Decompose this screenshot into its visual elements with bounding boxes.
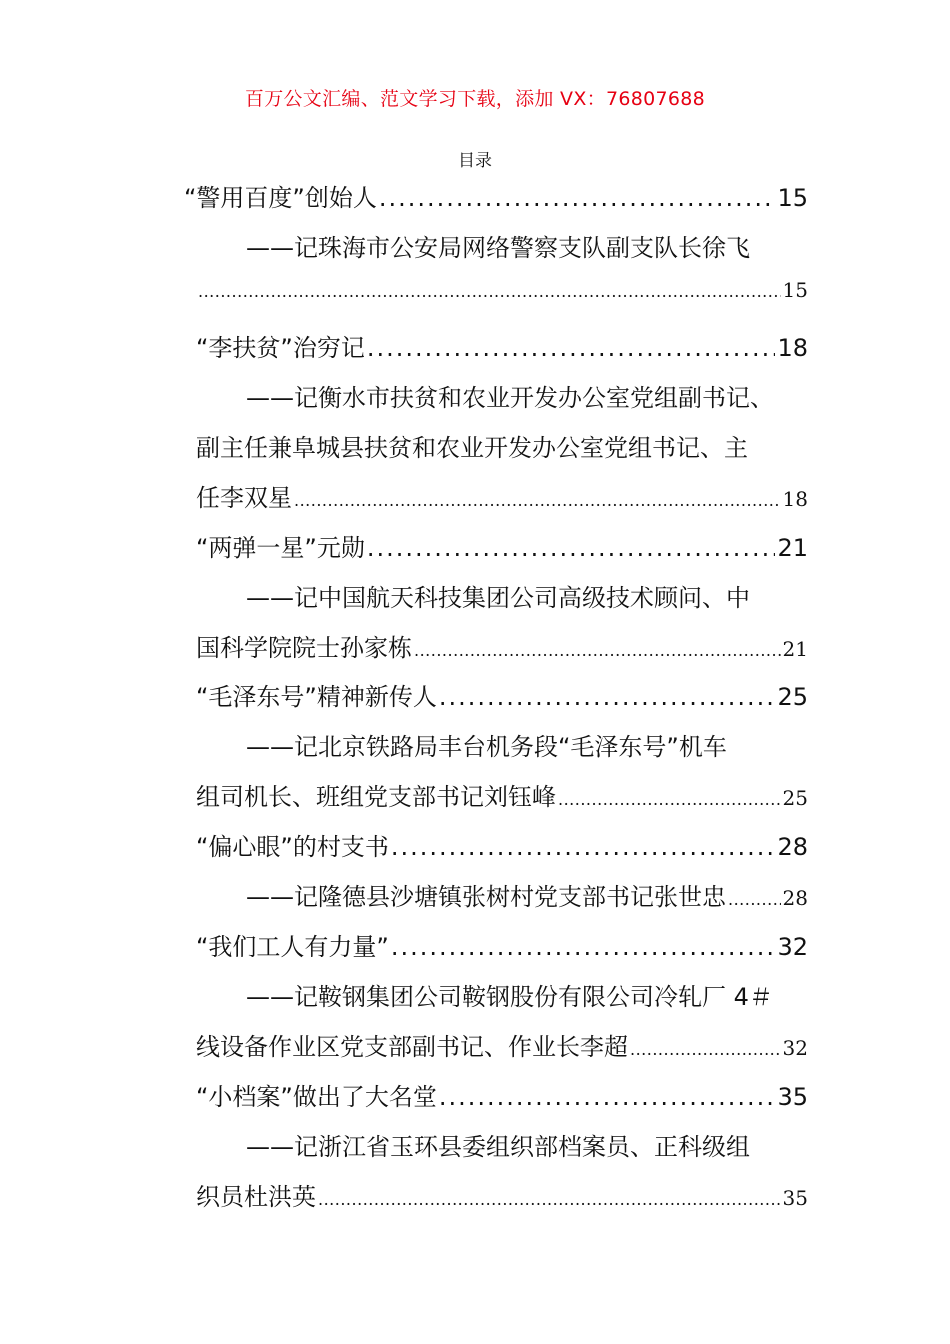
toc-page-number: 18 <box>777 334 808 362</box>
toc-entry-subtitle[interactable] <box>196 628 808 663</box>
dot-leader <box>728 890 781 909</box>
toc-page-number: 21 <box>782 637 808 661</box>
toc-entry-subtitle[interactable] <box>196 777 808 812</box>
dot-leader <box>198 282 781 301</box>
dot-leader <box>367 534 776 562</box>
toc-page-number: 35 <box>782 1186 808 1210</box>
dot-leader <box>439 1083 776 1111</box>
toc-entry-label: 线设备作业区党支部副书记、作业长李超 <box>196 1033 628 1061</box>
toc-entry-label: “警用百度”创始人 <box>184 184 377 212</box>
toc-entry-label: “偏心眼”的村支书 <box>196 833 389 861</box>
toc-entry-subtitle[interactable] <box>246 378 846 413</box>
toc-page-number: 28 <box>782 886 808 910</box>
toc-entry-title[interactable] <box>196 827 808 862</box>
toc-page-number: 21 <box>777 534 808 562</box>
dot-leader <box>391 933 776 961</box>
dot-leader <box>318 1190 781 1209</box>
toc-entry-label: “李扶贫”治穷记 <box>196 334 365 362</box>
dot-leader <box>439 683 776 711</box>
toc-entry-label: “我们工人有力量” <box>196 933 389 961</box>
toc-page-number: 28 <box>777 833 808 861</box>
toc-entry-label: ——记浙江省玉环县委组织部档案员、正科级组 <box>246 1133 750 1161</box>
toc-entry-subtitle-leader[interactable] <box>196 278 808 302</box>
toc-entry-label: 副主任兼阜城县扶贫和农业开发办公室党组书记、主 <box>196 434 748 462</box>
dot-leader <box>379 184 776 212</box>
watermark-banner: 百万公文汇编、范文学习下载，添加 VX：76807688 <box>244 88 706 110</box>
toc-entry-label: 国科学院院士孙家栋 <box>196 634 412 662</box>
toc-entry-subtitle[interactable] <box>246 877 808 912</box>
toc-page-number: 15 <box>782 278 808 302</box>
toc-entry-label: “两弹一星”元勋 <box>196 534 365 562</box>
dot-leader <box>630 1040 781 1059</box>
toc-entry-subtitle[interactable] <box>246 578 808 613</box>
toc-entry-title[interactable] <box>184 178 808 213</box>
toc-entry-title[interactable] <box>196 528 808 563</box>
toc-page-number: 18 <box>782 487 808 511</box>
toc-entry-label: “毛泽东号”精神新传人 <box>196 683 437 711</box>
toc-entry-subtitle[interactable] <box>246 727 808 762</box>
dot-leader <box>367 334 776 362</box>
dot-leader <box>294 491 781 510</box>
toc-page-number: 32 <box>782 1036 808 1060</box>
toc-entry-label: 织员杜洪英 <box>196 1183 316 1211</box>
toc-entry-subtitle[interactable] <box>196 428 808 463</box>
toc-entry-subtitle[interactable] <box>246 977 808 1012</box>
toc-entry-label: 组司机长、班组党支部书记刘钰峰 <box>196 783 556 811</box>
toc-entry-label: ——记隆德县沙塘镇张树村党支部书记张世忠 <box>246 883 726 911</box>
dot-leader <box>414 641 781 660</box>
toc-entry-title[interactable] <box>196 927 808 962</box>
toc-entry-label: ——记中国航天科技集团公司高级技术顾问、中 <box>246 584 750 612</box>
toc-entry-title[interactable] <box>196 328 808 363</box>
toc-entry-label: ——记鞍钢集团公司鞍钢股份有限公司冷轧厂 4＃ <box>246 983 773 1011</box>
toc-entry-label: ——记珠海市公安局网络警察支队副支队长徐飞 <box>246 234 750 262</box>
dot-leader <box>391 833 776 861</box>
toc-entry-label: 任李双星 <box>196 484 292 512</box>
toc-page-number: 25 <box>782 786 808 810</box>
toc-entry-subtitle[interactable] <box>196 1177 808 1212</box>
toc-entry-title[interactable] <box>196 1077 808 1112</box>
toc-entry-subtitle[interactable] <box>196 1027 808 1062</box>
toc-entry-subtitle[interactable] <box>246 228 808 263</box>
toc-entry-title[interactable] <box>196 677 808 712</box>
toc-page-number: 35 <box>777 1083 808 1111</box>
toc-entry-label: “小档案”做出了大名堂 <box>196 1083 437 1111</box>
toc-entry-subtitle[interactable] <box>196 478 808 513</box>
toc-entry-label: ——记北京铁路局丰台机务段“毛泽东号”机车 <box>246 733 727 761</box>
dot-leader <box>558 790 781 809</box>
toc-page-number: 25 <box>777 683 808 711</box>
toc-title: 目录 <box>458 151 492 171</box>
toc-page-number: 15 <box>777 184 808 212</box>
toc-entry-label: ——记衡水市扶贫和农业开发办公室党组副书记、 <box>246 384 774 412</box>
toc-entry-subtitle[interactable] <box>246 1127 808 1162</box>
toc-page-number: 32 <box>777 933 808 961</box>
